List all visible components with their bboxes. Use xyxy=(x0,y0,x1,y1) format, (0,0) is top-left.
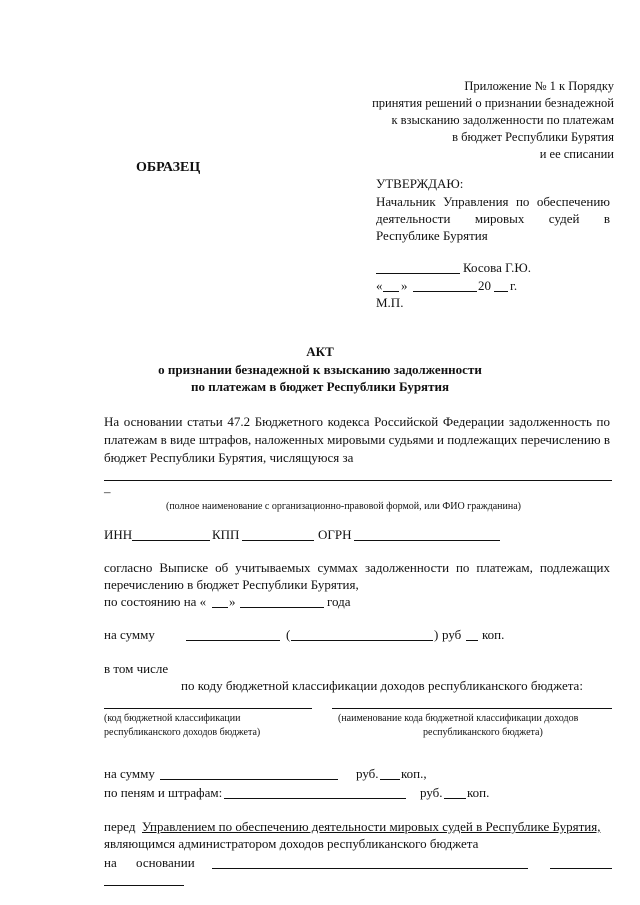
act-title: АКТ xyxy=(306,344,334,359)
including-label: в том числе xyxy=(104,661,169,676)
approval-position-line-1: Начальник Управления по обеспечению xyxy=(376,194,610,209)
basis-continuation-line xyxy=(104,885,184,886)
code-name-hint-2: республиканского бюджета) xyxy=(423,727,543,738)
para2-line-2: перечислению в бюджет Республики Бурятия, xyxy=(104,577,359,592)
sum-kop-line xyxy=(466,640,478,641)
date-open-quote: « xyxy=(376,278,383,293)
before-prefix: перед xyxy=(104,819,136,834)
inn-field xyxy=(132,540,210,541)
approval-position-line-3: Республике Бурятия xyxy=(376,228,488,243)
date-year-suffix: г. xyxy=(510,278,518,293)
kpp-label: КПП xyxy=(212,527,240,542)
appendix-line-2: принятия решений о признании безнадежной xyxy=(372,96,614,110)
para1-line-1: На основании статьи 47.2 Бюджетного кодекса Российской Федерации задолженность по xyxy=(104,414,610,429)
code-name-line xyxy=(332,708,612,709)
sum-label: на сумму xyxy=(104,627,155,642)
sum-paren-open: ( xyxy=(286,627,291,642)
debtor-dash: – xyxy=(104,484,111,499)
sum-paren-close: ) xyxy=(434,627,439,642)
approval-title: УТВЕРЖДАЮ: xyxy=(376,176,464,191)
approval-position-line-2: деятельности мировых судей в xyxy=(376,211,610,226)
act-subtitle-2: по платежам в бюджет Республики Бурятия xyxy=(191,379,449,394)
date-day-line xyxy=(383,291,399,292)
ogrn-field xyxy=(354,540,500,541)
sum-rub-label: руб xyxy=(442,627,462,642)
ogrn-label: ОГРН xyxy=(318,527,352,542)
asof-close-quote: » xyxy=(229,594,236,609)
stamp-label: М.П. xyxy=(376,295,404,310)
code-hint-1: (код бюджетной классификации xyxy=(104,713,241,724)
date-close-quote: » xyxy=(401,278,408,293)
asof-month-line xyxy=(240,607,324,608)
by-code-label: по коду бюджетной классификации доходов республиканского бюджета: xyxy=(181,678,583,693)
appendix-line-3: к взысканию задолженности по платежам xyxy=(391,113,614,127)
sum-figures-line xyxy=(186,640,280,641)
sum2-label: на сумму xyxy=(104,766,155,781)
date-year-line xyxy=(494,291,508,292)
debtor-name-line xyxy=(104,480,612,481)
before-organization: Управлением по обеспечению деятельности мировых судей в Республике Бурятия, xyxy=(142,819,601,834)
basis-na: на xyxy=(104,855,117,870)
basis-line xyxy=(212,868,528,869)
code-line xyxy=(104,708,312,709)
sum-kop-label: коп. xyxy=(482,627,505,642)
penalty-line xyxy=(224,798,406,799)
appendix-line-4: в бюджет Республики Бурятия xyxy=(452,130,614,144)
sum2-kop-line xyxy=(380,779,400,780)
date-century: 20 xyxy=(478,278,491,293)
sum2-kop: коп., xyxy=(401,766,427,781)
appendix-line-1: Приложение № 1 к Порядку xyxy=(464,79,614,93)
penalty-rub: руб. xyxy=(420,785,443,800)
administrator-line: являющимся администратором доходов республиканского бюджета xyxy=(104,836,479,851)
sum-words-line xyxy=(291,640,433,641)
penalty-label: по пеням и штрафам: xyxy=(104,785,223,800)
penalty-kop-line xyxy=(444,798,466,799)
sum2-line xyxy=(160,779,338,780)
act-subtitle-1: о признании безнадежной к взысканию задолженности xyxy=(158,362,482,377)
para2-line-1: согласно Выписке об учитываемых суммах задолженности по платежам, подлежащих xyxy=(104,560,610,575)
sum2-rub: руб. xyxy=(356,766,379,781)
code-name-hint-1: (наименование кода бюджетной классификации доходов xyxy=(338,713,579,724)
para1-line-2: платежам в виде штрафов, наложенных мировыми судьями и подлежащих перечислению в xyxy=(104,432,610,447)
date-month-line xyxy=(413,291,477,292)
inn-label: ИНН xyxy=(104,527,133,542)
signature-line xyxy=(376,273,460,274)
asof-day-line xyxy=(212,607,228,608)
approver-name: Косова Г.Ю. xyxy=(463,260,532,275)
basis-label: основании xyxy=(136,855,195,870)
basis-line-end xyxy=(550,868,612,869)
kpp-field xyxy=(242,540,314,541)
asof-prefix: по состоянию на « xyxy=(104,594,207,609)
penalty-kop: коп. xyxy=(467,785,490,800)
asof-suffix: года xyxy=(327,594,351,609)
debtor-name-hint: (полное наименование с организационно-правовой формой, или ФИО гражданина) xyxy=(166,501,521,512)
appendix-line-5: и ее списании xyxy=(539,147,614,161)
code-hint-2: республиканского доходов бюджета) xyxy=(104,727,261,738)
sample-label: ОБРАЗЕЦ xyxy=(136,160,201,175)
para1-line-3: бюджет Республики Бурятия, числящуюся за xyxy=(104,450,354,465)
